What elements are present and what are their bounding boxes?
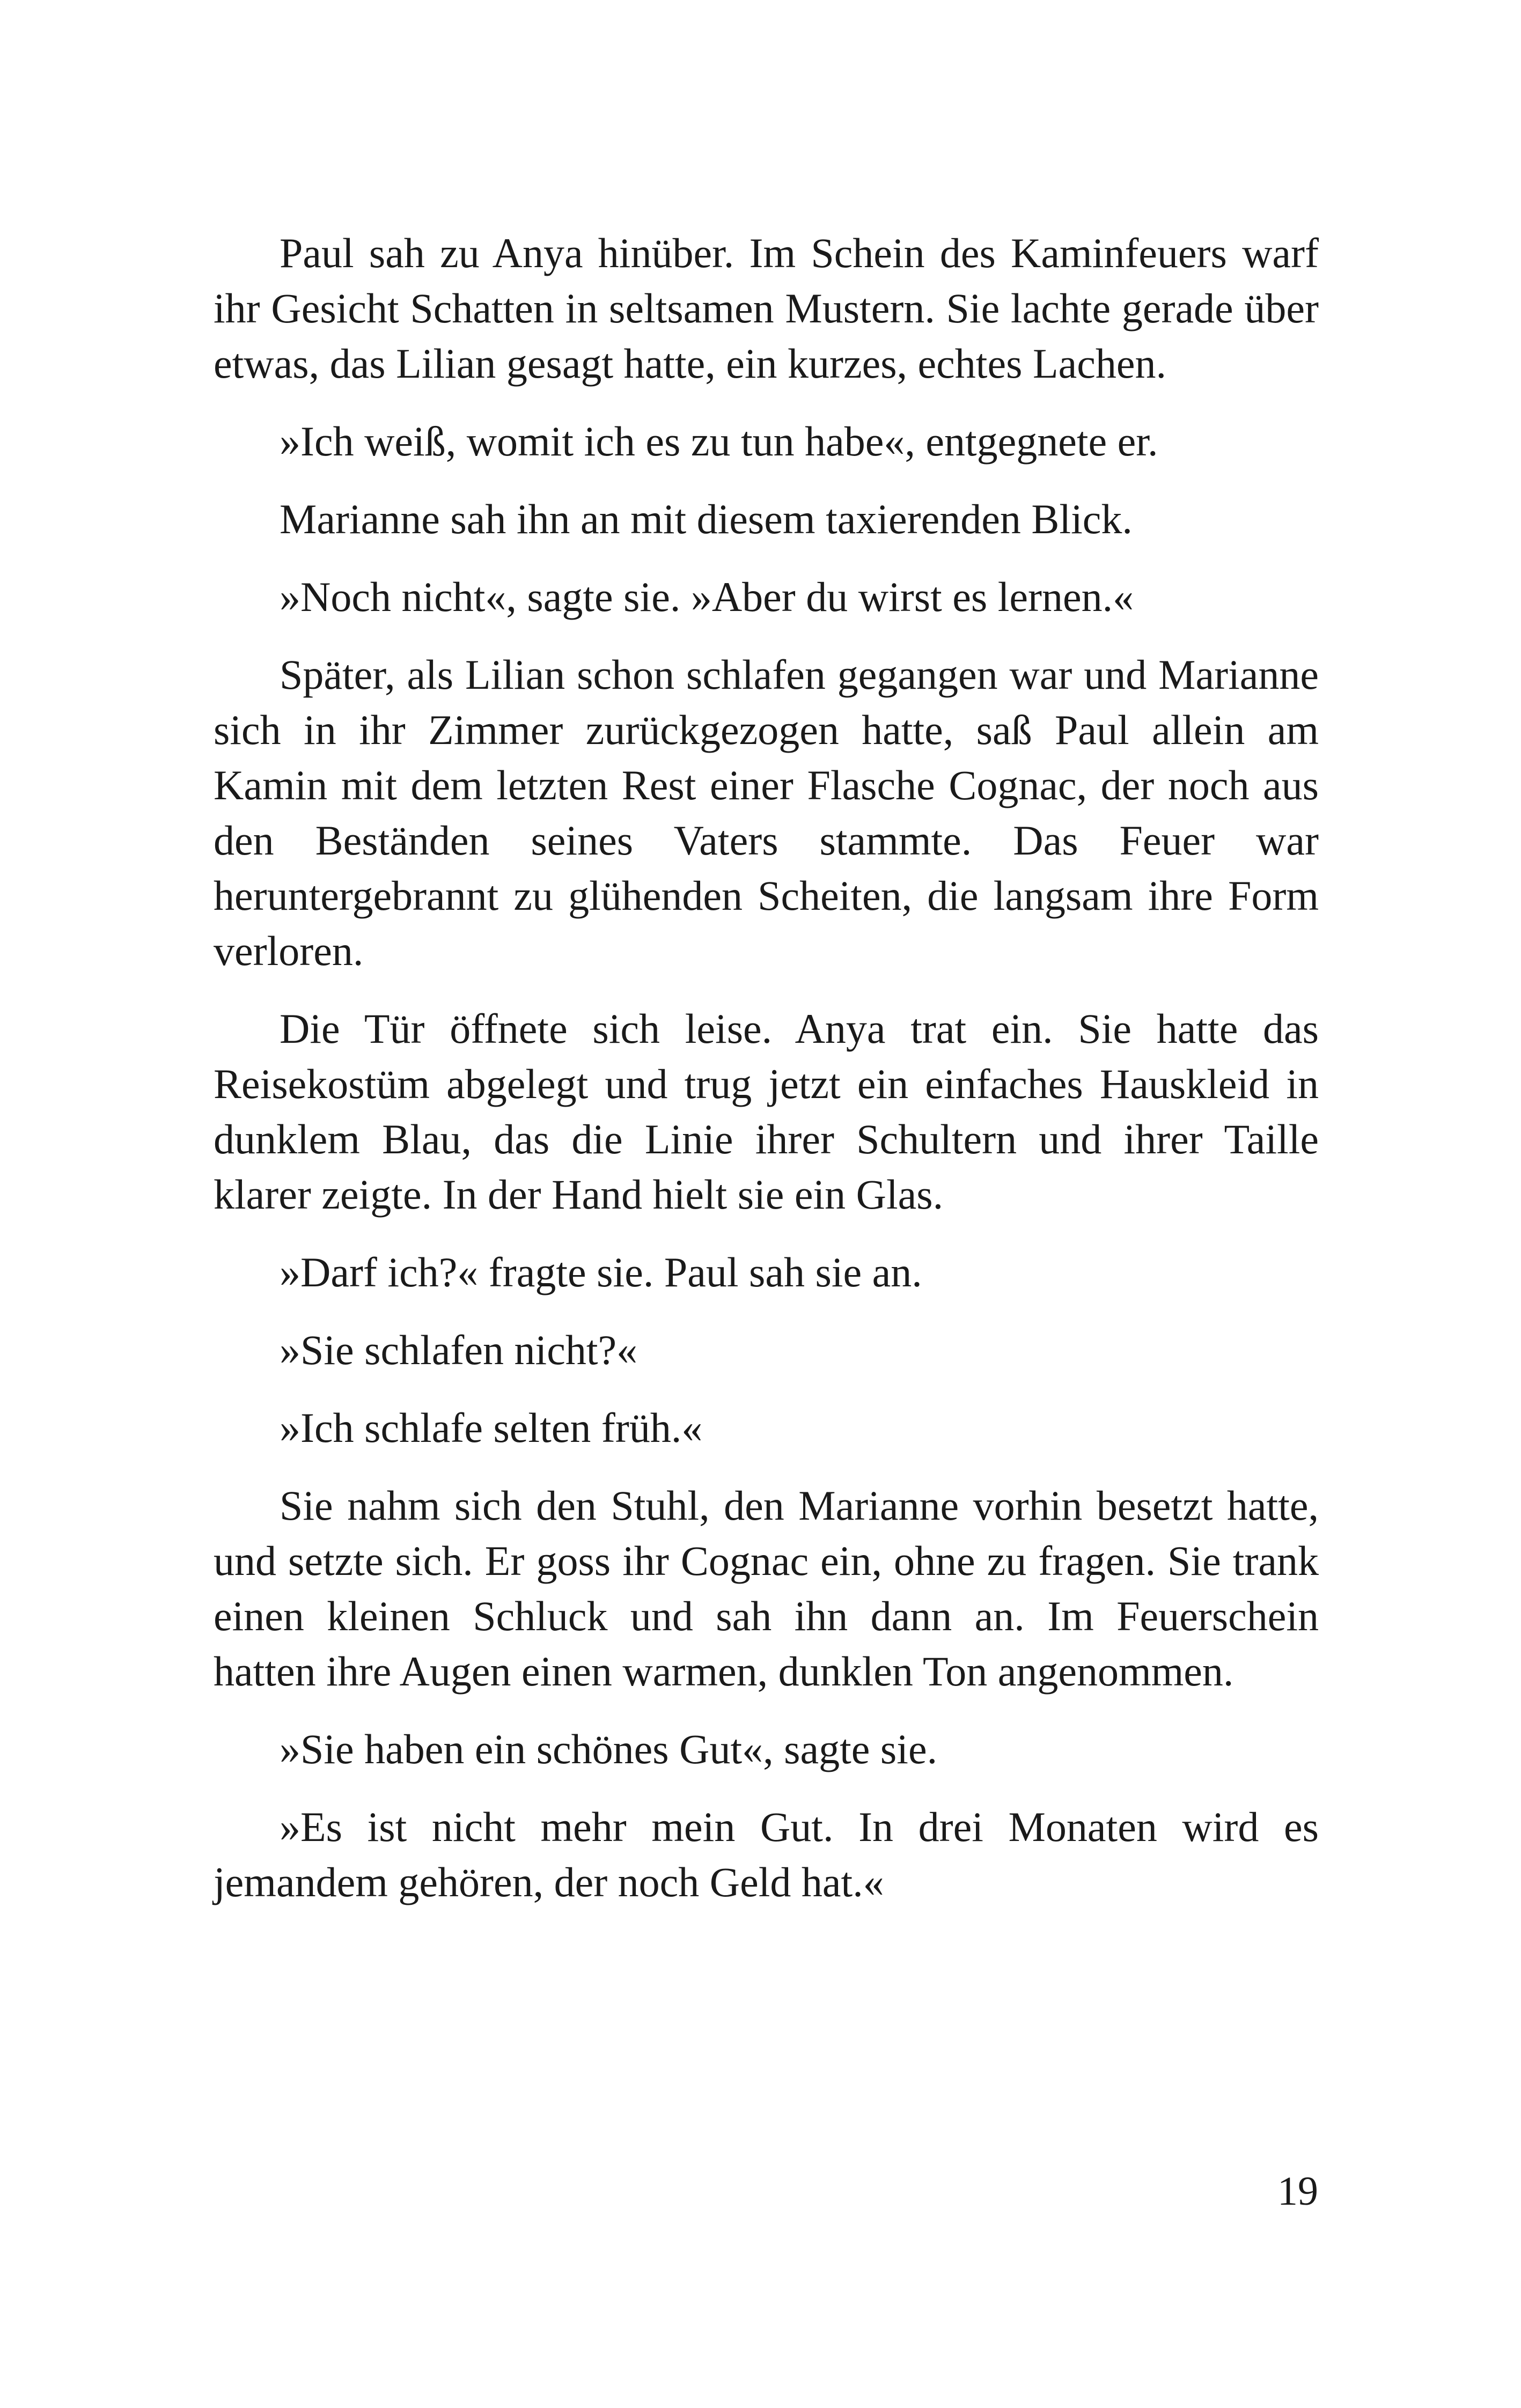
paragraph: Sie nahm sich den Stuhl, den Marianne vorhin besetzt hatte, und setzte sich. Er goss ihr Cognac ein, ohne zu fragen. Sie trank einen kleinen Schluck und sah ihn dann an. Im Feuerschein hatten ihre Augen einen warmen, dunklen Ton angenommen. — [214, 1482, 1319, 1695]
paragraph: »Ich weiß, womit ich es zu tun habe«, entgegnete er. — [280, 418, 1158, 465]
paragraph: »Sie schlafen nicht?« — [280, 1327, 638, 1373]
paragraph: »Sie haben ein schönes Gut«, sagte sie. — [280, 1726, 938, 1772]
page-body — [214, 225, 1319, 1932]
paragraph: Marianne sah ihn an mit diesem taxierenden Blick. — [280, 496, 1133, 542]
page-number: 19 — [1277, 2169, 1318, 2214]
paragraph: »Darf ich?« fragte sie. Paul sah sie an. — [280, 1249, 922, 1295]
paragraph: »Ich schlafe selten früh.« — [280, 1404, 703, 1451]
paragraph: »Es ist nicht mehr mein Gut. In drei Monaten wird es jemandem gehören, der noch Geld hat.« — [214, 1803, 1319, 1905]
paragraph: Später, als Lilian schon schlafen gegangen war und Marianne sich in ihr Zimmer zurückgezogen hatte, saß Paul allein am Kamin mit dem letzten Rest einer Flasche Cognac, der noch aus den Beständen seines Vaters stammte. Das Feuer war heruntergebrannt zu glühenden Scheiten, die langsam ihre Form verloren. — [214, 651, 1319, 974]
paragraph: Die Tür öffnete sich leise. Anya trat ein. Sie hatte das Reisekostüm abgelegt und trug jetzt ein einfaches Hauskleid in dunklem Blau, das die Linie ihrer Schultern und ihrer Taille klarer zeigte. In der Hand hielt sie ein Glas. — [214, 1005, 1319, 1218]
paragraph: »Noch nicht«, sagte sie. »Aber du wirst es lernen.« — [280, 573, 1134, 620]
paragraph: Paul sah zu Anya hinüber. Im Schein des Kaminfeuers warf ihr Gesicht Schatten in seltsamen Mustern. Sie lachte gerade über etwas, das Lilian gesagt hatte, ein kurzes, echtes Lachen. — [214, 230, 1319, 387]
